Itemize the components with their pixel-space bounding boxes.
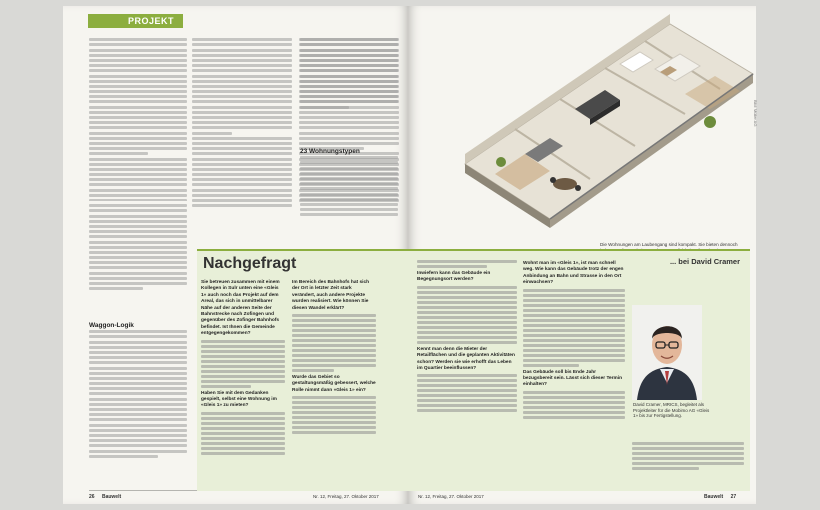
- interview-column-4: [523, 258, 625, 485]
- interview-title: Nachgefragt: [203, 255, 297, 272]
- right-folio-number: 27: [730, 494, 737, 500]
- column-4-text-b: [300, 154, 398, 246]
- right-folio-brand: Bauwelt: [704, 494, 724, 500]
- subhead-waggon-logik: Waggon-Logik: [89, 322, 134, 329]
- image-caption: Die Wohnungen am Laubengang sind kompakt. Sie bieten dennoch: [600, 242, 738, 247]
- image-credit: Bild: Müller AG: [753, 100, 758, 127]
- right-folio-issue: Nr. 12, Freitag, 27. Oktober 2017: [418, 494, 484, 499]
- left-folio: [89, 494, 121, 500]
- portrait-photo: [632, 305, 702, 400]
- portrait-image: [632, 305, 702, 400]
- left-column-4-text: [300, 36, 398, 141]
- interview-column-3: [417, 258, 517, 485]
- interview-question-7: Wohnt man im «Gleis 1», ist man schnell weg. Wie kann das Gebäude trotz der engen Anbindung an Bahn und Strasse in den Ort einwachsen?: [523, 261, 624, 286]
- left-folio-number: 26: [89, 494, 95, 500]
- interview-question-5: Inwiefern kann das Gebäude ein Begegnungsort werden?: [417, 271, 491, 283]
- interview-question-3: Im Bereich des Bahnhofs hat sich der Ort in letzter Zeit stark verändert, auch andere Projekte wurden realisiert. Wie können Sie diesen Wandel erklärt?: [292, 280, 370, 311]
- right-folio: [704, 494, 736, 500]
- apartment-rendering-image: [455, 14, 755, 242]
- interview-column-1: [201, 277, 285, 485]
- left-folio-issue: Nr. 12, Freitag, 27. Oktober 2017: [313, 494, 379, 499]
- interview-question-4: Wurde das Gebiet so gestaltungsmäßig gebessert, welche Rolle nimmt dann «Gleis 1» ein?: [292, 375, 376, 393]
- interview-byline: ... bei David Cramer: [669, 257, 740, 266]
- left-column-1-text-b: [89, 202, 187, 312]
- interview-question-1: Sie betreuen zusammen mit einem Kollegen in Sulr unten eine «Gleis 1» auch noch das Projekt auf dem Areal, das sich in unmittelbarer Nähe auf der anderen Seite der Bahnstrecke nach Zofingen und gegenüber des Zofinger Bahnhofs befindet. Ist Ihnen die Gemeinde entgegengekommen?: [201, 280, 280, 337]
- interview-question-8: Das Gebäude soll bis Ende Jahr bezugsbereit sein. Lässt sich dieser Termin einhalten?: [523, 369, 623, 388]
- interview-question-2: Haben Sie mit dem Gedanken gespielt, selbst eine Wohnung im «Gleis 1» zu mieten?: [201, 390, 277, 409]
- left-folio-brand: Bauwelt: [101, 494, 122, 500]
- section-label: PROJEKT: [88, 14, 183, 28]
- interview-question-6: Kennt man denn die Mieter der Retailflächen und die geplanten Aktivitäten schon? Werden sie wie erhofft das Leben im Quartier beeinflussen?: [417, 346, 515, 372]
- left-column-1-text: [89, 36, 187, 201]
- portrait-caption: David Cramer, MRICS, begleitet als Projektleiter für die Mobimo AG «Gleis 1» bis zur Fertigstellung.: [633, 402, 710, 419]
- left-column-2-text: [192, 36, 292, 250]
- interview-column-2: [292, 277, 376, 485]
- subhead-wohnungstypen: 23 Wohnungstypen: [300, 148, 360, 155]
- left-column-1-text-c: [89, 328, 187, 490]
